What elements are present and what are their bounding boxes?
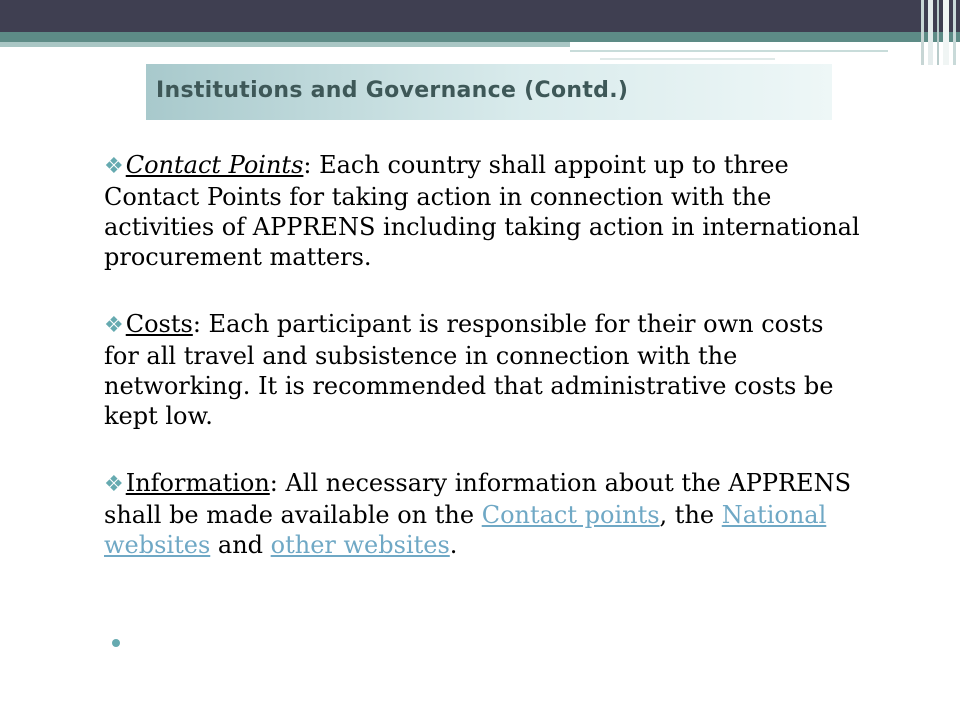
corner-stripe (937, 0, 939, 65)
header-accent-line (600, 58, 775, 60)
bullet-text: : Each participant is responsible for their own costs for all travel and subsistence in connection with the networking. It is recommended that administrative costs be kept low. (104, 310, 834, 430)
diamond-bullet-icon: ❖ (104, 313, 124, 338)
empty-bullet (112, 632, 120, 651)
header-bar-dark (0, 0, 960, 32)
national-websites-link[interactable]: National websites (104, 501, 827, 559)
bullet-text: : All necessary information about the APPRENS shall be made available on the (104, 469, 852, 529)
header-accent-line (570, 50, 888, 52)
bullet-text: : Each country shall appoint up to three Contact Points for taking action in connection with the activities of APPRENS including taking action in international procurement matters. (104, 151, 860, 271)
bullet-label: Contact Points (125, 151, 304, 179)
diamond-bullet-icon: ❖ (104, 154, 124, 179)
slide-body (104, 150, 864, 597)
sentence-end: . (449, 531, 458, 559)
corner-stripe (921, 0, 924, 65)
corner-stripe (943, 0, 949, 65)
separator-text: , the (659, 501, 722, 529)
slide-title: Institutions and Governance (Contd.) (156, 78, 629, 103)
dot-bullet-icon (112, 639, 120, 647)
bullet-information (104, 468, 864, 560)
corner-stripe (953, 0, 956, 65)
other-websites-link[interactable]: other websites (270, 531, 450, 559)
corner-stripe (928, 0, 933, 65)
separator-text: and (210, 531, 271, 559)
bullet-contact-points (104, 150, 864, 272)
header-bar-teal (0, 32, 960, 42)
bullet-label: Costs (125, 310, 193, 338)
bullet-costs (104, 309, 864, 431)
bullet-label: Information (125, 469, 270, 497)
contact-points-link[interactable]: Contact points (481, 501, 660, 529)
diamond-bullet-icon: ❖ (104, 472, 124, 497)
title-bar (146, 64, 832, 120)
header-bar-teal-light (0, 42, 570, 47)
